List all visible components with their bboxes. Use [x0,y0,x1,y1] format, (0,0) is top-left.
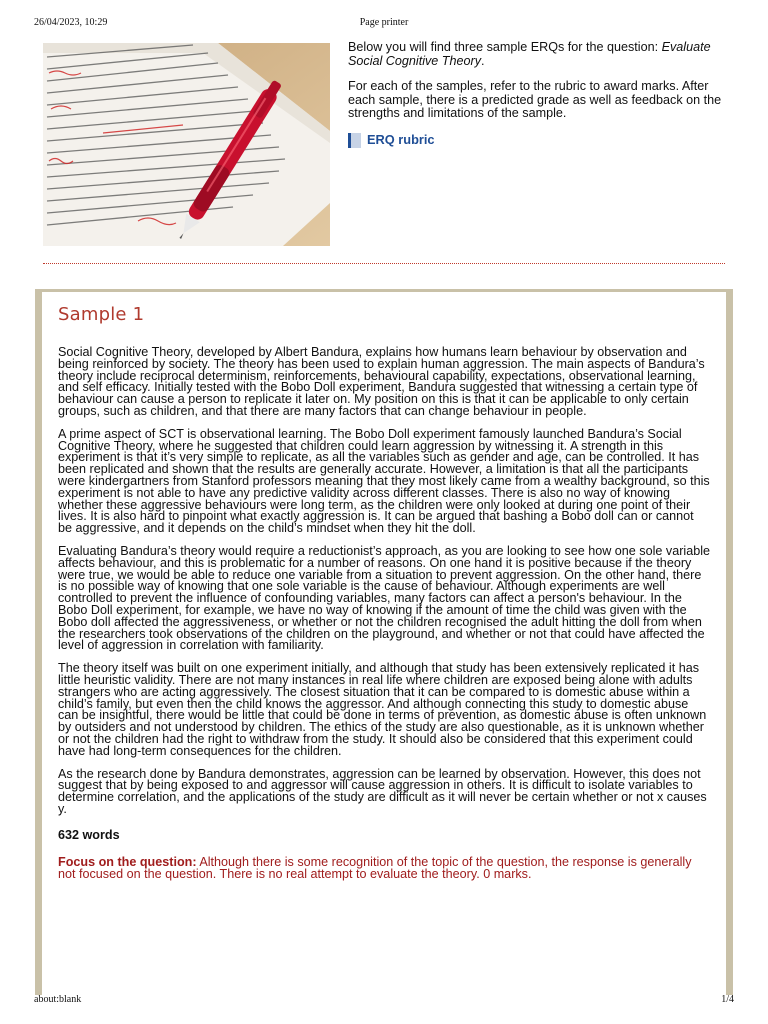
feedback-label: Focus on the question: [58,854,197,869]
section-divider [43,263,725,264]
essay-paragraph: A prime aspect of SCT is observational learning. The Bobo Doll experiment famously launched Bandura’s Social Cognitive Theory, where he suggested that children could learn aggression by witnessing it. A strength in this experiment is that it’s very simple to replicate, as all the variables such as gender and age, can be controlled. It has been replicated and shown that the results are generally accurate. However, a limitation is that all the participants were kindergartners from Stanford professors meaning that they most likely came from a wealthy background, so this experiment is not able to have any predictive validity across different classes. There is also no way of knowing whether these aggressive behaviours were long term, as the children were only looked at during one point of their lives. It is also hard to pinpoint what exactly aggression is. It can be argued that bashing a Bobo doll can or cannot be aggressive, and it depends on the child’s mindset when they hit the doll. [58,426,710,536]
essay-paragraph: As the research done by Bandura demonstrates, aggression can be learned by observation. However, this does not suggest that by being exposed to and aggressor will cause aggression in others. It is difficult to isolate variables to determine correlation, and the applications of the study are difficult as it will never be certain whether or not x causes y. [58,766,707,816]
erq-rubric-label: ERQ rubric [367,132,435,148]
print-datetime: 26/04/2023, 10:29 [34,17,108,28]
intro-paragraph-question: Below you will find three sample ERQs for the question: Evaluate Social Cognitive Theory. [348,40,711,68]
feedback-text: Although there is some recognition of the topic of the question, the response is generally not focused on the question. There is no real attempt to evaluate the theory. 0 marks. [58,854,692,881]
print-header [34,17,734,31]
sample-1-panel [35,289,733,995]
erq-rubric-link[interactable] [348,133,728,148]
intro-text [348,41,728,148]
essay-pen-photo [43,43,330,246]
print-footer [34,994,734,1008]
question-title: Evaluate Social Cognitive Theory [348,40,711,68]
print-page-title: Page printer [359,17,409,28]
essay-paragraph: Evaluating Bandura’s theory would require a reductionist’s approach, as you are looking to see how one sole variable affects behaviour, and this is problematic for a number of reasons. On one hand it is positive because if the theory were true, we would be able to reduce one variable from a situation to prevent aggression. On the other hand, there is no possible way of knowing that one sole variable is the cause of behaviour. Although experiments are well controlled to prevent the influence of confounding variables, many factors can affect a person's behaviour. In the Bobo Doll experiment, for example, we have no way of knowing if the amount of time the child was given with the Bobo doll affected the aggressiveness, or whether or not the children recognised the adult hitting the doll from when the researchers took observations of the children on the playground, and whether or not that could have affected the level of aggression in correlation with familiarity. [58,543,711,653]
feedback [58,856,710,880]
word-count: 632 words [58,827,120,842]
document-icon [348,133,361,148]
print-page-number: 1/4 [721,994,734,1005]
sample-title: Sample 1 [58,304,145,325]
essay-paragraph: The theory itself was built on one experiment initially, and although that study has been extensively replicated it has little heuristic validity. There are not many instances in real life where children are exposed being alone with adults strangers who are acting aggressively. The closest situation that it can be compared to is domestic abuse within a child’s family, but even then the child knows the aggressor. And although connecting this study to domestic abuse can be insightful, there would be little that could be done in terms of prevention, as domestic abuse is often unknown by outsiders and not understood by children. The ethics of the study are also questionable, as it is unknown whether or not the children had the right to withdraw from the study. It should also be considered that this experiment could have had long-term consequences for the children. [58,661,707,758]
print-url: about:blank [34,994,82,1005]
essay-paragraph: Social Cognitive Theory, developed by Albert Bandura, explains how humans learn behaviour by observation and being reinforced by society. The theory has been used to explain human aggression. The main aspects of Bandura’s theory include reciprocal determinism, reinforcements, behavioural capability, expectations, observational learning, and self efficacy. Initially tested with the Bobo Doll experiment, Bandura suggested that witnessing a certain type of behaviour can cause a person to replicate it later on. My position on this is that it can be applicable to only certain groups, such as children, and that there are many factors that can change behaviour in people. [58,345,705,418]
intro-paragraph-instructions: For each of the samples, refer to the rubric to award marks. After each sample, there is a predicted grade as well as feedback on the strengths and limitations of the sample. [348,79,722,120]
